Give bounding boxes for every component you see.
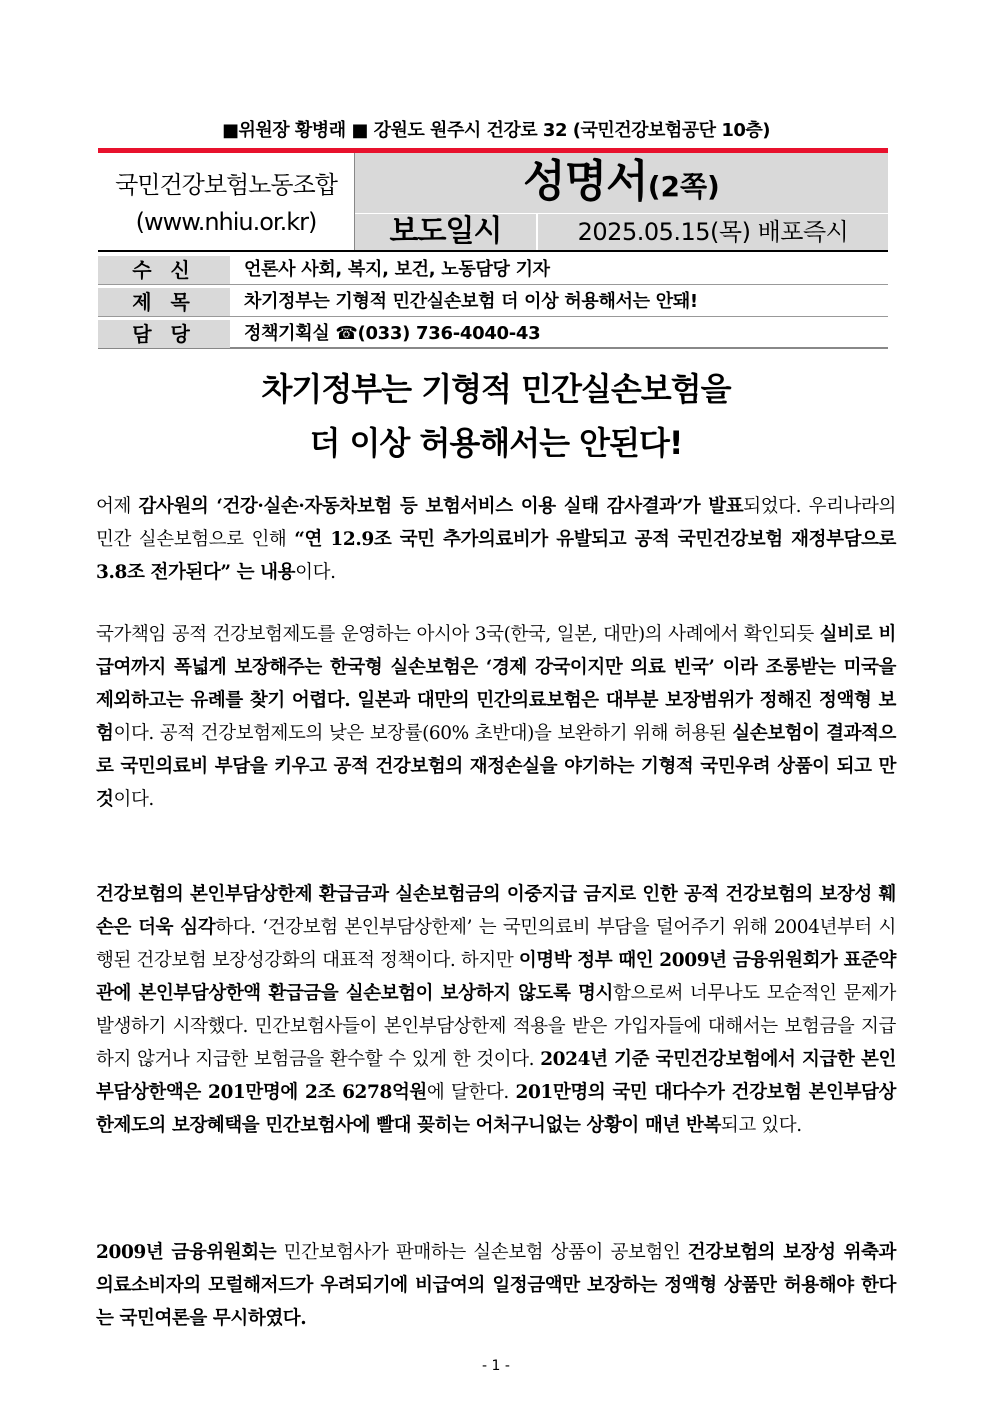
paragraph-2 — [96, 618, 896, 816]
org-url: (www.nhiu.or.kr) — [135, 208, 317, 236]
doc-title-panel — [355, 153, 888, 213]
contact-value: 정책기획실 ☎(033) 736-4040-43 — [244, 323, 541, 344]
text-run-bold: 201만명의 국민 대다수가 건강보험 본인부담상한제도의 보장혜택을 민간보험사에 빨대 꽂히는 어처구니없는 상황이 매년 반복 — [96, 1082, 896, 1136]
text-run: 하다. ‘건강보험 본인부담상한제’ 는 국민의료비 부담을 덜어주기 위해 2004년부터 시행된 건강보험 보장성강화의 대표적 정책이다. 하지만 — [96, 917, 896, 971]
subject-row — [98, 288, 888, 317]
text-run-bold: 실손보험이 결과적으로 국민의료비 부담을 키우고 공적 건강보험의 재정손실을 야기하는 기형적 국민우려 상품이 되고 만 것 — [96, 723, 896, 810]
contact-label: 담 당 — [98, 320, 230, 348]
release-label: 보도일시 — [355, 214, 538, 250]
page-number: - 1 - — [482, 1358, 510, 1374]
text-run: 민간보험사가 판매하는 실손보험 상품이 공보험인 — [276, 1242, 688, 1263]
text-run: 함으로써 너무나도 모순적인 문제가 발생하기 시작했다. 민간보험사들이 본인부담상한제 적용을 받은 가입자들에 대해서는 보험금을 지급하지 않거나 지급한 보험금을 환수할 수 있게 한 것이다. — [96, 983, 896, 1070]
headline — [0, 362, 992, 470]
text-run-bold: 2024년 기준 국민건강보험에서 지급한 본인부담상한액은 201만명에 2조 6278억원 — [96, 1049, 897, 1103]
text-run: 되고 있다. — [720, 1115, 802, 1136]
text-run: 이다. — [113, 789, 154, 810]
text-run: 에 달한다. — [426, 1082, 516, 1103]
org-name: 국민건강보험노동조합 — [115, 171, 337, 199]
text-run: 국가책임 공적 건강보험제도를 운영하는 아시아 3국(한국, 일본, 대만)의 사례에서 확인되듯 — [96, 624, 820, 645]
text-run: 되었다. 우리나라의 민간 실손보험으로 인해 — [96, 496, 896, 550]
text-run-bold: 실비로 비급여까지 폭넓게 보장해주는 한국형 실손보험은 ‘경제 강국이지만 의료 빈국’ 이라 조롱받는 미국을 제외하고는 유례를 찾기 어렵다. 일본과 대만의 민간의료보험은 대부분 보장범위가 정해진 정액형 보험 — [96, 624, 896, 744]
recipients-row — [98, 256, 888, 285]
doc-page-count: (2쪽) — [647, 170, 720, 203]
text-run-bold: 감사원의 ‘건강·실손·자동차보험 등 보험서비스 이용 실태 감사결과’가 발표 — [138, 496, 744, 517]
headline-line-2: 더 이상 허용해서는 안된다! — [309, 424, 683, 462]
text-run: 이다. — [295, 562, 336, 583]
text-run-bold: “연 12.9조 국민 추가의료비가 유발되고 공적 국민건강보험 재정부담으로 3.8조 전가된다” 는 내용 — [96, 529, 896, 583]
release-value: 2025.05.15(목) 배포즉시 — [538, 214, 888, 250]
subject-value: 차기정부는 기형적 민간실손보험 더 이상 허용해서는 안돼! — [244, 291, 698, 312]
recipients-value: 언론사 사회, 복지, 보건, 노동담당 기자 — [244, 259, 550, 280]
text-run-bold: 건강보험의 보장성 위축과 의료소비자의 모럴해저드가 우려되기에 비급여의 일정금액만 보장하는 정액형 상품만 허용해야 한다는 국민여론을 무시하였다. — [96, 1242, 896, 1329]
contact-row — [98, 320, 888, 349]
headline-line-1: 차기정부는 기형적 민간실손보험을 — [261, 370, 731, 408]
recipients-label: 수 신 — [98, 256, 230, 284]
text-run: 어제 — [96, 496, 139, 517]
text-run: 이다. 공적 건강보험제도의 낮은 보장률(60% 초반대)을 보완하기 위해 허용된 — [113, 723, 733, 744]
org-panel — [98, 153, 355, 250]
press-header — [98, 148, 888, 252]
paragraph-1 — [96, 490, 896, 589]
text-run-bold: 건강보험의 본인부담상한제 환급금과 실손보험금의 이중지급 금지로 인한 공적 건강보험의 보장성 훼손은 더욱 심각 — [96, 884, 896, 938]
paragraph-4 — [96, 1236, 896, 1335]
text-run-bold: 2009년 금융위원회는 — [96, 1242, 277, 1263]
text-run-bold: 이명박 정부 때인 2009년 금융위원회가 표준약관에 본인부담상한액 환급금을 실손보험이 보상하지 않도록 명시 — [96, 950, 897, 1004]
paragraph-3 — [96, 878, 896, 1142]
union-address-line: ■위원장 황병래 ■ 강원도 원주시 건강로 32 (국민건강보험공단 10층) — [221, 120, 770, 141]
subject-label: 제 목 — [98, 288, 230, 316]
doc-title: 성명서 — [523, 156, 648, 207]
